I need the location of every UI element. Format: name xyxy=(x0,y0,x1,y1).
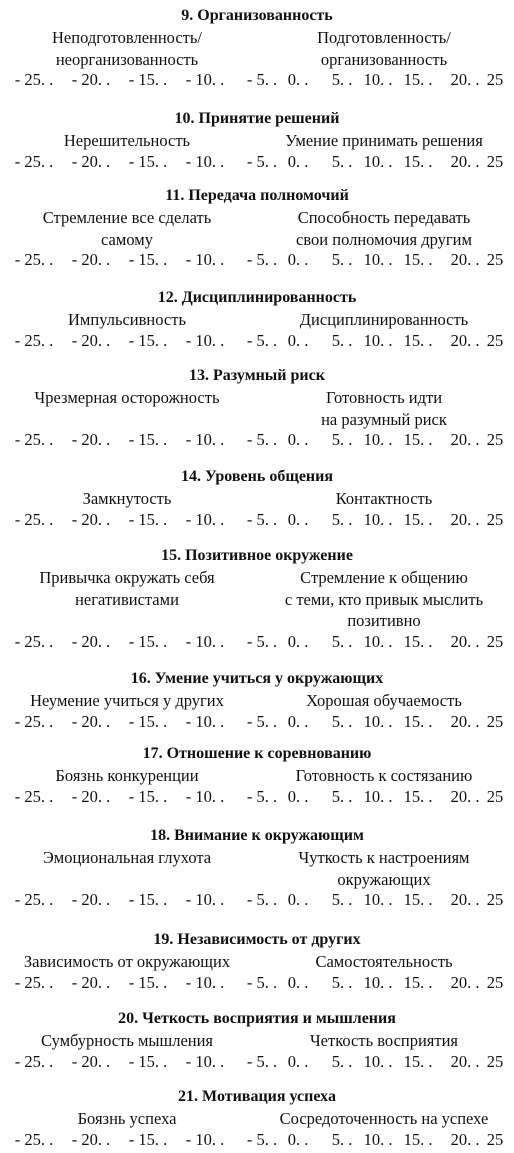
left-pole-label: Нерешительность xyxy=(63,131,191,150)
scale-tick-label: - 25. . xyxy=(14,1129,54,1149)
left-pole-label: Импульсивность xyxy=(68,310,186,329)
scale-tick-label: 5. . xyxy=(331,509,353,529)
scale-tick-label: - 20. . xyxy=(71,631,111,651)
scale-tick-label: 25 xyxy=(486,70,504,89)
right-pole-label: Умение принимать решения xyxy=(285,131,483,150)
scale-tick-label: 20. . xyxy=(450,151,480,171)
rating-scale xyxy=(0,712,514,732)
scale-tick-label: - 15. . xyxy=(128,631,168,651)
scale-tick-label: 10. . xyxy=(363,711,393,731)
scale-tick-label: 10. . xyxy=(363,890,393,909)
scale-tick-label: 20. . xyxy=(450,330,480,350)
scale-tick-label: 10. . xyxy=(363,151,393,171)
section-title: 15. Позитивное окружение xyxy=(161,547,353,564)
scale-tick-label: - 15. . xyxy=(128,1129,168,1149)
scale-tick-label: - 10. . xyxy=(185,509,225,529)
scale-tick-label: 25 xyxy=(486,330,504,350)
right-pole-label: Самостоятельность xyxy=(315,952,453,971)
scale-tick-label: - 5. . xyxy=(246,631,278,651)
scale-tick-label: - 15. . xyxy=(128,250,168,269)
scale-tick-label: - 20. . xyxy=(71,70,111,89)
scale-tick-label: 20. . xyxy=(450,250,480,269)
scale-tick-label: - 25. . xyxy=(14,890,54,909)
scale-tick-label: - 15. . xyxy=(128,509,168,529)
section-title: 21. Мотивация успеха xyxy=(178,1088,336,1105)
scale-tick-label: 0. . xyxy=(287,1129,309,1149)
left-pole-label: негативистами xyxy=(75,589,179,609)
scale-tick-label: 5. . xyxy=(331,631,353,651)
scale-tick-label: 15. . xyxy=(403,151,433,171)
scale-tick-label: - 25. . xyxy=(14,711,54,731)
rating-scale xyxy=(0,70,514,90)
scale-tick-label: 0. . xyxy=(287,890,309,909)
left-pole-label: неорганизованность xyxy=(55,49,199,69)
scale-tick-label: 20. . xyxy=(450,509,480,529)
scale-tick-label: - 15. . xyxy=(128,151,168,171)
scale-tick-label: - 10. . xyxy=(185,330,225,350)
scale-tick-label: - 10. . xyxy=(185,972,225,992)
scale-tick-label: 20. . xyxy=(450,711,480,731)
rating-scale xyxy=(0,632,514,652)
left-pole-label: Сумбурность мышления xyxy=(40,1031,214,1050)
scale-tick-label: 0. . xyxy=(287,250,309,269)
scale-tick-label: 5. . xyxy=(331,972,353,992)
scale-tick-label: 10. . xyxy=(363,972,393,992)
scale-tick-label: 25 xyxy=(486,890,504,909)
scale-tick-label: - 10. . xyxy=(185,786,225,806)
scale-tick-label: 5. . xyxy=(331,330,353,350)
scale-tick-label: - 25. . xyxy=(14,151,54,171)
scale-tick-label: 25 xyxy=(486,430,504,449)
scale-tick-label: - 20. . xyxy=(71,1129,111,1149)
scale-tick-label: 0. . xyxy=(287,786,309,806)
scale-tick-label: 0. . xyxy=(287,330,309,350)
scale-tick-label: 25 xyxy=(486,151,504,171)
scale-tick-label: - 5. . xyxy=(246,250,278,269)
scale-tick-label: - 20. . xyxy=(71,972,111,992)
scale-tick-label: - 10. . xyxy=(185,250,225,269)
scale-tick-label: 15. . xyxy=(403,890,433,909)
rating-scale xyxy=(0,331,514,351)
section-title: 13. Разумный риск xyxy=(189,367,325,384)
scale-tick-label: - 20. . xyxy=(71,250,111,269)
right-pole-label: Хорошая обучаемость xyxy=(306,691,462,710)
scale-tick-label: - 25. . xyxy=(14,786,54,806)
scale-tick-label: 20. . xyxy=(450,631,480,651)
right-pole-label: позитивно xyxy=(347,611,421,630)
scale-tick-label: - 15. . xyxy=(128,972,168,992)
scale-tick-label: 10. . xyxy=(363,1129,393,1149)
scale-tick-label: 20. . xyxy=(450,972,480,992)
scale-tick-label: - 25. . xyxy=(14,509,54,529)
section-title: 18. Внимание к окружающим xyxy=(150,827,364,844)
scale-tick-label: 15. . xyxy=(403,711,433,731)
scale-tick-label: 15. . xyxy=(403,509,433,529)
left-pole-label: Замкнутость xyxy=(82,489,172,508)
scale-tick-label: 5. . xyxy=(331,1129,353,1149)
scale-tick-label: 15. . xyxy=(403,631,433,651)
left-pole-label: Эмоциональная глухота xyxy=(42,848,212,867)
scale-tick-label: 5. . xyxy=(331,786,353,806)
scale-tick-label: 0. . xyxy=(287,972,309,992)
scale-tick-label: - 5. . xyxy=(246,330,278,350)
section-title: 17. Отношение к соревнованию xyxy=(142,745,372,762)
scale-tick-label: - 20. . xyxy=(71,509,111,529)
scale-tick-label: 5. . xyxy=(331,250,353,269)
scale-tick-label: - 15. . xyxy=(128,330,168,350)
scale-tick-label: 10. . xyxy=(363,1051,393,1071)
scale-tick-label: 20. . xyxy=(450,1051,480,1071)
right-pole-label: Подготовленность/ xyxy=(317,28,451,47)
scale-tick-label: 25 xyxy=(486,631,504,651)
scale-tick-label: 5. . xyxy=(331,430,353,449)
right-pole-label: Чуткость к настроениям xyxy=(298,848,470,867)
section-title: 14. Уровень общения xyxy=(180,468,334,485)
right-pole-label: свои полномочия другим xyxy=(296,229,472,249)
scale-tick-label: 25 xyxy=(486,1051,504,1071)
scale-tick-label: 15. . xyxy=(403,330,433,350)
scale-tick-label: 10. . xyxy=(363,330,393,350)
left-pole-label: Чрезмерная осторожность xyxy=(34,388,220,407)
scale-tick-label: - 25. . xyxy=(14,1051,54,1071)
section-title: 12. Дисциплинированность xyxy=(157,289,357,306)
scale-tick-label: 0. . xyxy=(287,631,309,651)
section-title: 9. Организованность xyxy=(181,7,333,24)
scale-tick-label: 15. . xyxy=(403,786,433,806)
scale-tick-label: 15. . xyxy=(403,430,433,449)
scale-tick-label: - 15. . xyxy=(128,70,168,89)
scale-tick-label: 25 xyxy=(486,711,504,731)
right-pole-label: с теми, кто привык мыслить xyxy=(284,589,484,609)
scale-tick-label: 20. . xyxy=(450,430,480,449)
scale-tick-label: - 10. . xyxy=(185,151,225,171)
rating-scale xyxy=(0,430,514,450)
scale-tick-label: 20. . xyxy=(450,890,480,909)
rating-scale xyxy=(0,152,514,172)
scale-tick-label: - 25. . xyxy=(14,972,54,992)
scale-tick-label: 0. . xyxy=(287,70,309,89)
scale-tick-label: - 10. . xyxy=(185,1051,225,1071)
scale-tick-label: 0. . xyxy=(287,509,309,529)
left-pole-label: Зависимость от окружающих xyxy=(23,952,231,971)
section-title: 10. Принятие решений xyxy=(174,110,340,127)
scale-tick-label: 0. . xyxy=(287,1051,309,1071)
scale-tick-label: 25 xyxy=(486,786,504,806)
scale-tick-label: - 10. . xyxy=(185,70,225,89)
scale-tick-label: 20. . xyxy=(450,70,480,89)
scale-tick-label: - 25. . xyxy=(14,250,54,269)
scale-tick-label: 15. . xyxy=(403,1051,433,1071)
scale-tick-label: - 5. . xyxy=(246,711,278,731)
right-pole-label: Готовность к состязанию xyxy=(295,766,473,785)
scale-tick-label: - 10. . xyxy=(185,890,225,909)
scale-tick-label: 5. . xyxy=(331,1051,353,1071)
left-pole-label: Неподготовленность/ xyxy=(52,28,202,47)
scale-tick-label: 25 xyxy=(486,1129,504,1149)
scale-tick-label: 10. . xyxy=(363,509,393,529)
scale-tick-label: 15. . xyxy=(403,972,433,992)
section-title: 19. Независимость от других xyxy=(153,931,361,948)
right-pole-label: Стремление к общению xyxy=(300,568,468,587)
right-pole-label: Четкость восприятия xyxy=(309,1031,459,1050)
right-pole-label: Готовность идти xyxy=(325,388,443,407)
scale-tick-label: - 15. . xyxy=(128,711,168,731)
section-title: 16. Умение учиться у окружающих xyxy=(130,670,384,687)
scale-tick-label: - 20. . xyxy=(71,711,111,731)
scale-tick-label: - 20. . xyxy=(71,1051,111,1071)
scale-tick-label: - 5. . xyxy=(246,1051,278,1071)
rating-scale xyxy=(0,510,514,530)
scale-tick-label: 25 xyxy=(486,509,504,529)
rating-scale xyxy=(0,1130,514,1150)
scale-tick-label: 5. . xyxy=(331,711,353,731)
scale-tick-label: 15. . xyxy=(403,1129,433,1149)
rating-scale xyxy=(0,973,514,993)
scale-tick-label: - 25. . xyxy=(14,330,54,350)
scale-tick-label: - 5. . xyxy=(246,1129,278,1149)
scale-tick-label: - 20. . xyxy=(71,890,111,909)
scale-tick-label: 5. . xyxy=(331,70,353,89)
right-pole-label: Дисциплинированность xyxy=(299,310,469,329)
right-pole-label: Способность передавать xyxy=(297,208,471,227)
scale-tick-label: - 10. . xyxy=(185,711,225,731)
section-title: 20. Четкость восприятия и мышления xyxy=(118,1010,396,1027)
scale-tick-label: - 25. . xyxy=(14,430,54,449)
scale-tick-label: - 15. . xyxy=(128,786,168,806)
scale-tick-label: 5. . xyxy=(331,890,353,909)
scale-tick-label: - 20. . xyxy=(71,330,111,350)
right-pole-label: Сосредоточенность на успехе xyxy=(279,1109,489,1128)
scale-tick-label: - 5. . xyxy=(246,890,278,909)
rating-scale xyxy=(0,890,514,910)
scale-tick-label: - 5. . xyxy=(246,972,278,992)
left-pole-label: Привычка окружать себя xyxy=(39,568,215,587)
scale-tick-label: 0. . xyxy=(287,430,309,449)
scale-tick-label: - 15. . xyxy=(128,1051,168,1071)
rating-scale xyxy=(0,1052,514,1072)
scale-tick-label: - 5. . xyxy=(246,786,278,806)
rating-scale xyxy=(0,787,514,807)
scale-tick-label: - 10. . xyxy=(185,430,225,449)
scale-tick-label: - 15. . xyxy=(128,890,168,909)
right-pole-label: на разумный риск xyxy=(321,409,447,429)
scale-tick-label: 10. . xyxy=(363,631,393,651)
scale-tick-label: - 20. . xyxy=(71,786,111,806)
left-pole-label: самому xyxy=(101,229,153,249)
scale-tick-label: 10. . xyxy=(363,250,393,269)
scale-tick-label: 10. . xyxy=(363,70,393,89)
scale-tick-label: 20. . xyxy=(450,786,480,806)
scale-tick-label: - 10. . xyxy=(185,1129,225,1149)
scale-tick-label: 5. . xyxy=(331,151,353,171)
scale-tick-label: 15. . xyxy=(403,70,433,89)
left-pole-label: Неумение учиться у других xyxy=(30,691,224,710)
scale-tick-label: 0. . xyxy=(287,711,309,731)
scale-tick-label: 25 xyxy=(486,250,504,269)
scale-tick-label: - 5. . xyxy=(246,509,278,529)
right-pole-label: окружающих xyxy=(337,869,431,889)
left-pole-label: Боязнь успеха xyxy=(77,1109,177,1128)
scale-tick-label: - 5. . xyxy=(246,70,278,89)
scale-tick-label: - 10. . xyxy=(185,631,225,651)
scale-tick-label: - 15. . xyxy=(128,430,168,449)
scale-tick-label: 15. . xyxy=(403,250,433,269)
left-pole-label: Стремление все сделать xyxy=(42,208,212,227)
scale-tick-label: 10. . xyxy=(363,430,393,449)
scale-tick-label: - 20. . xyxy=(71,151,111,171)
scale-tick-label: - 5. . xyxy=(246,430,278,449)
left-pole-label: Боязнь конкуренции xyxy=(55,766,199,785)
right-pole-label: Контактность xyxy=(335,489,433,508)
right-pole-label: организованность xyxy=(320,49,448,69)
scale-tick-label: 20. . xyxy=(450,1129,480,1149)
scale-tick-label: 10. . xyxy=(363,786,393,806)
scale-tick-label: - 20. . xyxy=(71,430,111,449)
rating-scale xyxy=(0,250,514,270)
scale-tick-label: 0. . xyxy=(287,151,309,171)
section-title: 11. Передача полномочий xyxy=(165,187,349,204)
scale-tick-label: - 25. . xyxy=(14,70,54,89)
scale-tick-label: - 5. . xyxy=(246,151,278,171)
scale-tick-label: 25 xyxy=(486,972,504,992)
scale-tick-label: - 25. . xyxy=(14,631,54,651)
